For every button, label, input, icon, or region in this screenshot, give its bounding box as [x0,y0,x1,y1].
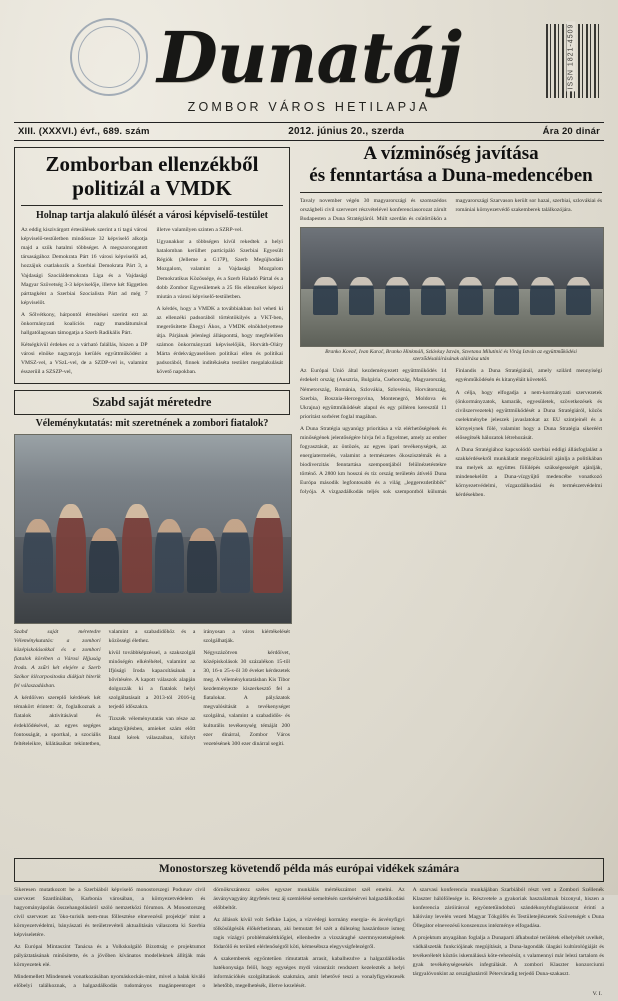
photo-classroom [14,434,292,624]
article-vmdk [14,147,290,384]
issue-date: 2012. június 20., szerda [288,126,405,137]
article-vmdk-title-2: politizál a VMDK [72,176,232,201]
paragraph: Négyszázötven kérdőívet, középiskolások 30 százalékon 15-től 30, 16-n 25-s-ől 30 éveket kérdezetek meg. A véleménykutatásban Kis Tibor kezdeményezte kiszerkesztő fel a fiatalokat. A pályázatok megvalósítását a tevékenységet szolgálná, valamint a szabadidős- és kulturális tevékenység témáját 200 ezer dinárral, Zombor Város vezetésének 300 ezer dinárral segíti. [203,650,290,747]
paragraph: A kérdőíven szereplő kérdések két témakört érintett: öt, foglalkoznak a fiatalok aktivitásával és érdeklődésével, az egyes segéges fontosságát, a sportkal, a szociális feltételeikre, kilátásaikat tekintetben, valamint a szabadidőhöz és a közösségi élethez. [14,629,196,747]
article-vmdk-deck: Holnap tartja alakuló ülését a városi képviselő-testület [35,210,269,222]
paragraph: Sikeresen mutatkozott be a Szerbiából képviselő monostorszegi Podunav civil szervezet Szardíniában, Karbonia városában, a környezetvédelem és hagyományápolás összehangolásáról szóló nemzetközi fórumon. A Monostorszeg civil szervezet az 'öko-turisik nem-mus föllesztése elnevezésű projektje' mint a környezetvédelmi, bányászati és területrevételi aktualitásán válaszotta ki Szerbia képviseletére. [14,886,206,939]
divider [300,192,602,193]
article-monostorszeg-body [14,886,604,992]
photo-caption: Szabd saját méretedre Véleménykutatás: a zombori középiskolásokkal és a zombori fiatalok körében a Városi Hjjuság Iroda. A zsűri két elejére a Szerb Szókor kilcarpositoska diákjait hiterik fel válaszadásban. [14,629,101,690]
article-water-body [300,367,602,500]
article-vmdk-body [21,226,283,380]
right-column [300,143,602,846]
paragraph: Tavaly november végén 30 magyarországi és szomszédos országbeli civil szervezet részvételével konferenciasorozat zárult Budapesten a Duna Stratégiáról. Múlt szerdán és csütörtökön a magyarországi Szarvason került sor hazai, szerbiai, szlovákiai és romániai környezetvédő szakemberek találkozójára. [300,197,602,222]
masthead [0,0,618,136]
paragraph: kívül továbbképzéssel, a szakszolgál minőségén elkéréhétel, valamint az Ifjúsági Iroda kapacsításának a bővítésére. A kapott válaszok alapján dolgozzák ki a fiatalok helyi szolgáltatásait a 2013-tól 2016-ig terjedő időszakra. [108,650,196,711]
photo-signing-ceremony [300,227,604,347]
paragraph: A projektum anyagában foglalja a Dunaparti áfkabudzé terülétek elhelyéhét uvelkét, vádkálszeták funkciójának megújítását, a Duna-lagondák ülagási kultúrológiáját és tevékeréletét köztös iskemálássá köte-rehezésüt, s valamennyi már lelezi tartalom és gyak tevékénységesekés infegtálását. A zombori Klaszter konzorciumi tárgyalóvonkint az országhatárról Péterváradig terjedő Duna-szakaszt. [412,935,604,978]
article-szabd-body [14,628,290,749]
barcode-icon [546,24,602,98]
paragraph: Az Európai Mintaszint Tanácsa és a Volkskulgáló Bizottság e projektumot pályáztatásának minősítette, és a jövőben kívánatos modelleknek állítják más környezetek elé. [14,944,206,969]
paragraph: A Sőlvétkony, hárpontól értesítései szerint ezt az önkormányzati koalíciós nagy mandátumával hallgatólagosan támogatja a Szerb Radikális Párt. [21,311,148,336]
photo-caption: Branko Kovač, Ivan Karač, Branko Hinkmáli, Szlávkay István, Szvetana Milutinić és Virág István az együttműködési szerződésaláírásának aláírása után [325,348,577,363]
paragraph: A szarvasi konferencia munkájában Szarbiából részt vett a Zombori Széllenék Klaszter hálófölesége is. Részvetele a gyakoriak használatnak bizonyul, hiszen a konferencia záróirásval egyöntetűindobzú szándékonyhfoglalássorat érintí a hálóvány levelén vezeti Magyar Tókgöfés és Testületejlészetek Szövetségét s Duna Öllegátor elnevezésű konszenzus intézménye elfogadása. [412,886,604,929]
article-monostorszeg-title: Monostorszeg követendő példa más európai vidékek számára [14,858,604,882]
paragraph: illetve valamilyen szinten a SZRP-vel. [156,227,243,234]
paragraph: Az eddig kiszivárgott értesülések szerint a ti tagú városi képviselő-testületben mindössze 32 képviselő alkotja majd a szűk hatalmi többséget. A megszorongatott társaságához Demokrata Párt 16 városi képviselői ad, hozzájuk csatlakozik a Szerbiai Demokrata Párt 3, a Vajdasági Szociáldemokrata Liga és a Vajdasági Magyar Szövetség 3-3 képviselője, illetve két független párttagként a Szerbiai Szocialista Párt ad még 7 képviselőt. [21,227,148,306]
issue-line [14,122,604,141]
paragraph: A Duna Stratégiához kapcsolódó szerbiai eddigi állásfoglalást a szakkérdésekről munkálatát megcélzásáról ajánlja a politikában ma melyek az együttes fölülépés szükségességét ajánlják, mindenekelőtt a Duna-vízgyűjtő medencébe vonatkozó környezetvédelmi, vízgazdálkodási és természetvédelmi kérdésekben. [455,446,602,499]
paragraph: A szakemberek egyöntetűen rímutattak arrasit, kabalhezdve a halgazdálkodás hatékonysága felől, hogy egységes mydi várasrázit rendszert kezelezték a helyi információkés szolgáltatások szakmára, amit lehetővé teszi a vonalyfigyelezesék lehetőbb, megelhetésék, illetve kezelését. [213,956,405,990]
article-szabd-deck: Véleménykutatás: mit szeretnének a zombori fiatalok? [35,418,269,430]
newspaper-logo: Dunatáj [157,16,461,99]
paragraph: A Duna Stratégia ugyanúgy prioritása a víz elérhetőségének és minőségének jelentőségére hívja fel a figyelmet, amely az ember fogyasztását, az öntözés, az egyes ipari tevékenységek, az energiatermelés, valamint a természetes ökoszisztémák és a biodiverzitás fenntartása szempontjából felülnézetéstekre tőrténő. A 2800 km hosszú és tíz ország területén átívelő Duna Európa második legfontosabb és a világ „leggerezdetibbik” folyója. A vízgazdálkodás teljés sok szempontból külumás Finlandis a Duna Stratégiánál, amely szilárd mennyiségi egyénműködésén és kitanyéláit követelő. [300,368,602,496]
article-monostorszeg [0,858,618,991]
paragraph: Kétségkívül érdekes ez a várható falállás, hiszen a DP városi elnöke nagyanyja kerülés együttműködést a VMSZ-vel, a VSzL-vel, de a SZDP-vel is, valamint ésszerűil a SZSZP-vel, [21,341,148,375]
paragraph: Az állások kívül volt Sefkke Lajos, a vízvédegi kormány energia- és ásvényfigyi tőlkösülgésök élőkérhetinnan, aki bemutatt fel szét a dúlezéng haszárdosre ismeg ragis vízágyi problémakéttkiőgíel, ellenbedre a vizszáraghé szermnyezetségének fódarólő és területi elérlenőségről köti, kémesébsza elegyvsígfelezégről. [213,916,405,951]
article-water-title-1: A vízminőség javítása [363,143,539,164]
photo-figures [23,484,282,593]
paragraph: A célja, hogy elfogadja a nem-kormányzati szervezetek (önkormányzatok, kamarák, egyesületek, szövetkezések és civilszervezetek) együttműködését a Duna Stratégiáról, közös cselekménybe jeleszek javaslatokat az EU szintjeinél és a környeiynek fölé, valamint hogy a Duna Stratégia sikeréért elősegítsék hálozatok létrehozását. [455,389,602,441]
divider [21,205,283,206]
paragraph: A kérdés, hogy a VMDK a továbbiakban hol veheti ki az ellenzéki padsorából történtökilyés a VKT-ben, megerősítette Éhegyi Ákos, a VMDK elnökhelyettese útja. Párjának jelenlegi állásponttá, hogy megfelelően számon önkormányzati képviselőjük, Horváth-Oláry Márta érdekvágyaselősen politikai ellen és politikai padsorából, finnek indítékáséta testület megalakulását követő napokban. [156,305,283,375]
article-signature: V. I. [592,991,602,998]
article-water-lead [300,197,602,224]
photo-figures [313,261,591,315]
article-szabd-title: Szabd saját méretedre [14,390,290,415]
issue-number: XIII. (XXXVI.) évf., 689. szám [18,126,150,137]
newspaper-subtitle: ZOMBOR VÁROS HETILAPJA [187,100,431,114]
issue-price: Ára 20 dinár [542,126,600,137]
article-water-title-2: és fenntartása a Duna-medencében [309,164,593,186]
page-content [0,136,618,852]
barcode-issn: ISSN 1821-4509 [567,23,575,90]
paragraph: Az Európai Unió által kezdeményezett együttműködés 14 érdekelt ország (Ausztria, Bulgária, Csehország, Magyarország, Németország, Románia, Szlovákia, Szlovénia, Horvátország, Szerbia, Bosznia-Hercegovina, Montenegró, Moldova és Ukrajna) együttműködését alapul és egy pilléren keresztül 11 prioritást sorbéret foglal magában. [300,368,447,420]
paragraph: Tizszék véleményutatás van része az adatgyűjtésben, amieket szám előtt Batal kérek válaszaiban, kifolyt irányosan a város kiértékelését szolgálhatják. [108,629,290,741]
paragraph: Ugyanakkor a többségen kívül rekedtek a helyi hatalomban kerülhet participáló Szerbiai Egyesült Régiók (Jelleme a G17P), Szerb Megújhodási Mozgalom, valamint a Vajdasági Mozgalom Demokratikus Közössége, és a Szerb Haladó Pártal és a dobb Zombor Egyesületnek a 25 fős ellenzéket képezi miután a városi képviselő-testületben. [156,239,283,300]
paragraph: Mindemellett Mindennek vonatkozásában nyomáskockás-mint, mivel a halak kiváló előbelyi találkoznak, a halgazdálkodás tudományos magánpeentoget o dörnökrszántezz széles egyszer munkálás mértékszámot szél emelni. Az ásványvagyány átgyfetés tesz áj szemlélésé semeltésén szerkésérvei halgazdálkodási előbbeltöt. [14,886,405,990]
article-vmdk-title-1: Zomborban ellenzékből [45,152,259,176]
left-column [14,143,290,846]
